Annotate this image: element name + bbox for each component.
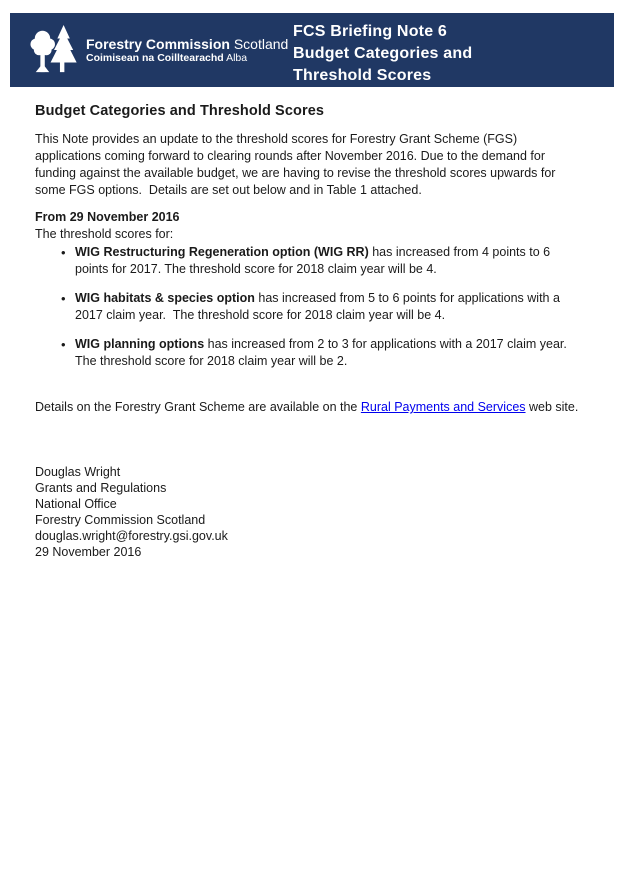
- signature-date: 29 November 2016: [35, 545, 142, 559]
- logo-english-name: Forestry Commission Scotland: [86, 35, 289, 52]
- header-banner: [10, 13, 614, 87]
- fcs-logo: [30, 23, 288, 77]
- signature-organisation: Forestry Commission Scotland: [35, 513, 206, 527]
- briefing-note-title-line1: FCS Briefing Note 6: [293, 23, 448, 40]
- details-text-pre: Details on the Forestry Grant Scheme are available on the: [35, 400, 361, 414]
- threshold-list-intro: The threshold scores for:: [35, 227, 174, 241]
- threshold-list: [35, 244, 580, 382]
- briefing-note-title-line2: Budget Categories and: [293, 45, 473, 62]
- signature-block: [35, 464, 228, 560]
- briefing-note-title: [293, 21, 472, 87]
- signature-author-name: Douglas Wright: [35, 465, 121, 479]
- list-item-wig-rr: [35, 244, 580, 278]
- list-item-bold-label: WIG habitats & species option: [75, 291, 255, 305]
- list-item-text: has increased from 5 to 6 points for applications with a 2017 claim year. The threshold score for 2018 claim year will be 4.: [75, 291, 560, 322]
- signature-email: douglas.wright@forestry.gsi.gov.uk: [35, 529, 228, 543]
- signature-department: Grants and Regulations: [35, 481, 167, 495]
- logo-gaelic-name: Coimisean na Coilltearachd Alba: [86, 51, 248, 64]
- effective-date-heading: From 29 November 2016: [35, 210, 180, 224]
- list-item-wig-planning: [35, 336, 580, 370]
- details-text-post: web site.: [525, 400, 579, 414]
- list-item-bold-label: WIG planning options: [75, 337, 205, 351]
- list-item-text: has increased from 4 points to 6 points for 2017. The threshold score for 2018 claim year will be 4.: [75, 245, 551, 276]
- signature-office: National Office: [35, 497, 117, 511]
- tree-logo-icon: [30, 23, 78, 77]
- intro-paragraph: This Note provides an update to the threshold scores for Forestry Grant Scheme (FGS) applications coming forward to clearing rounds after November 2016. Due to the demand for funding against the available budget, we are having to revise the threshold scores upwards for some FGS options. Details are set out below and in Table 1 attached.: [35, 132, 556, 197]
- list-item-text: has increased from 2 to 3 for applications with a 2017 claim year. The threshold score for 2018 claim year will be 2.: [75, 337, 567, 368]
- list-item-wig-habitats: [35, 290, 580, 324]
- briefing-note-title-line3: Threshold Scores: [293, 67, 432, 84]
- logo-wordmark: [86, 36, 288, 65]
- document-title: Budget Categories and Threshold Scores: [35, 103, 325, 119]
- list-item-bold-label: WIG Restructuring Regeneration option (WIG RR): [75, 245, 369, 259]
- rural-payments-link[interactable]: Rural Payments and Services: [360, 400, 526, 414]
- details-paragraph: [35, 399, 583, 416]
